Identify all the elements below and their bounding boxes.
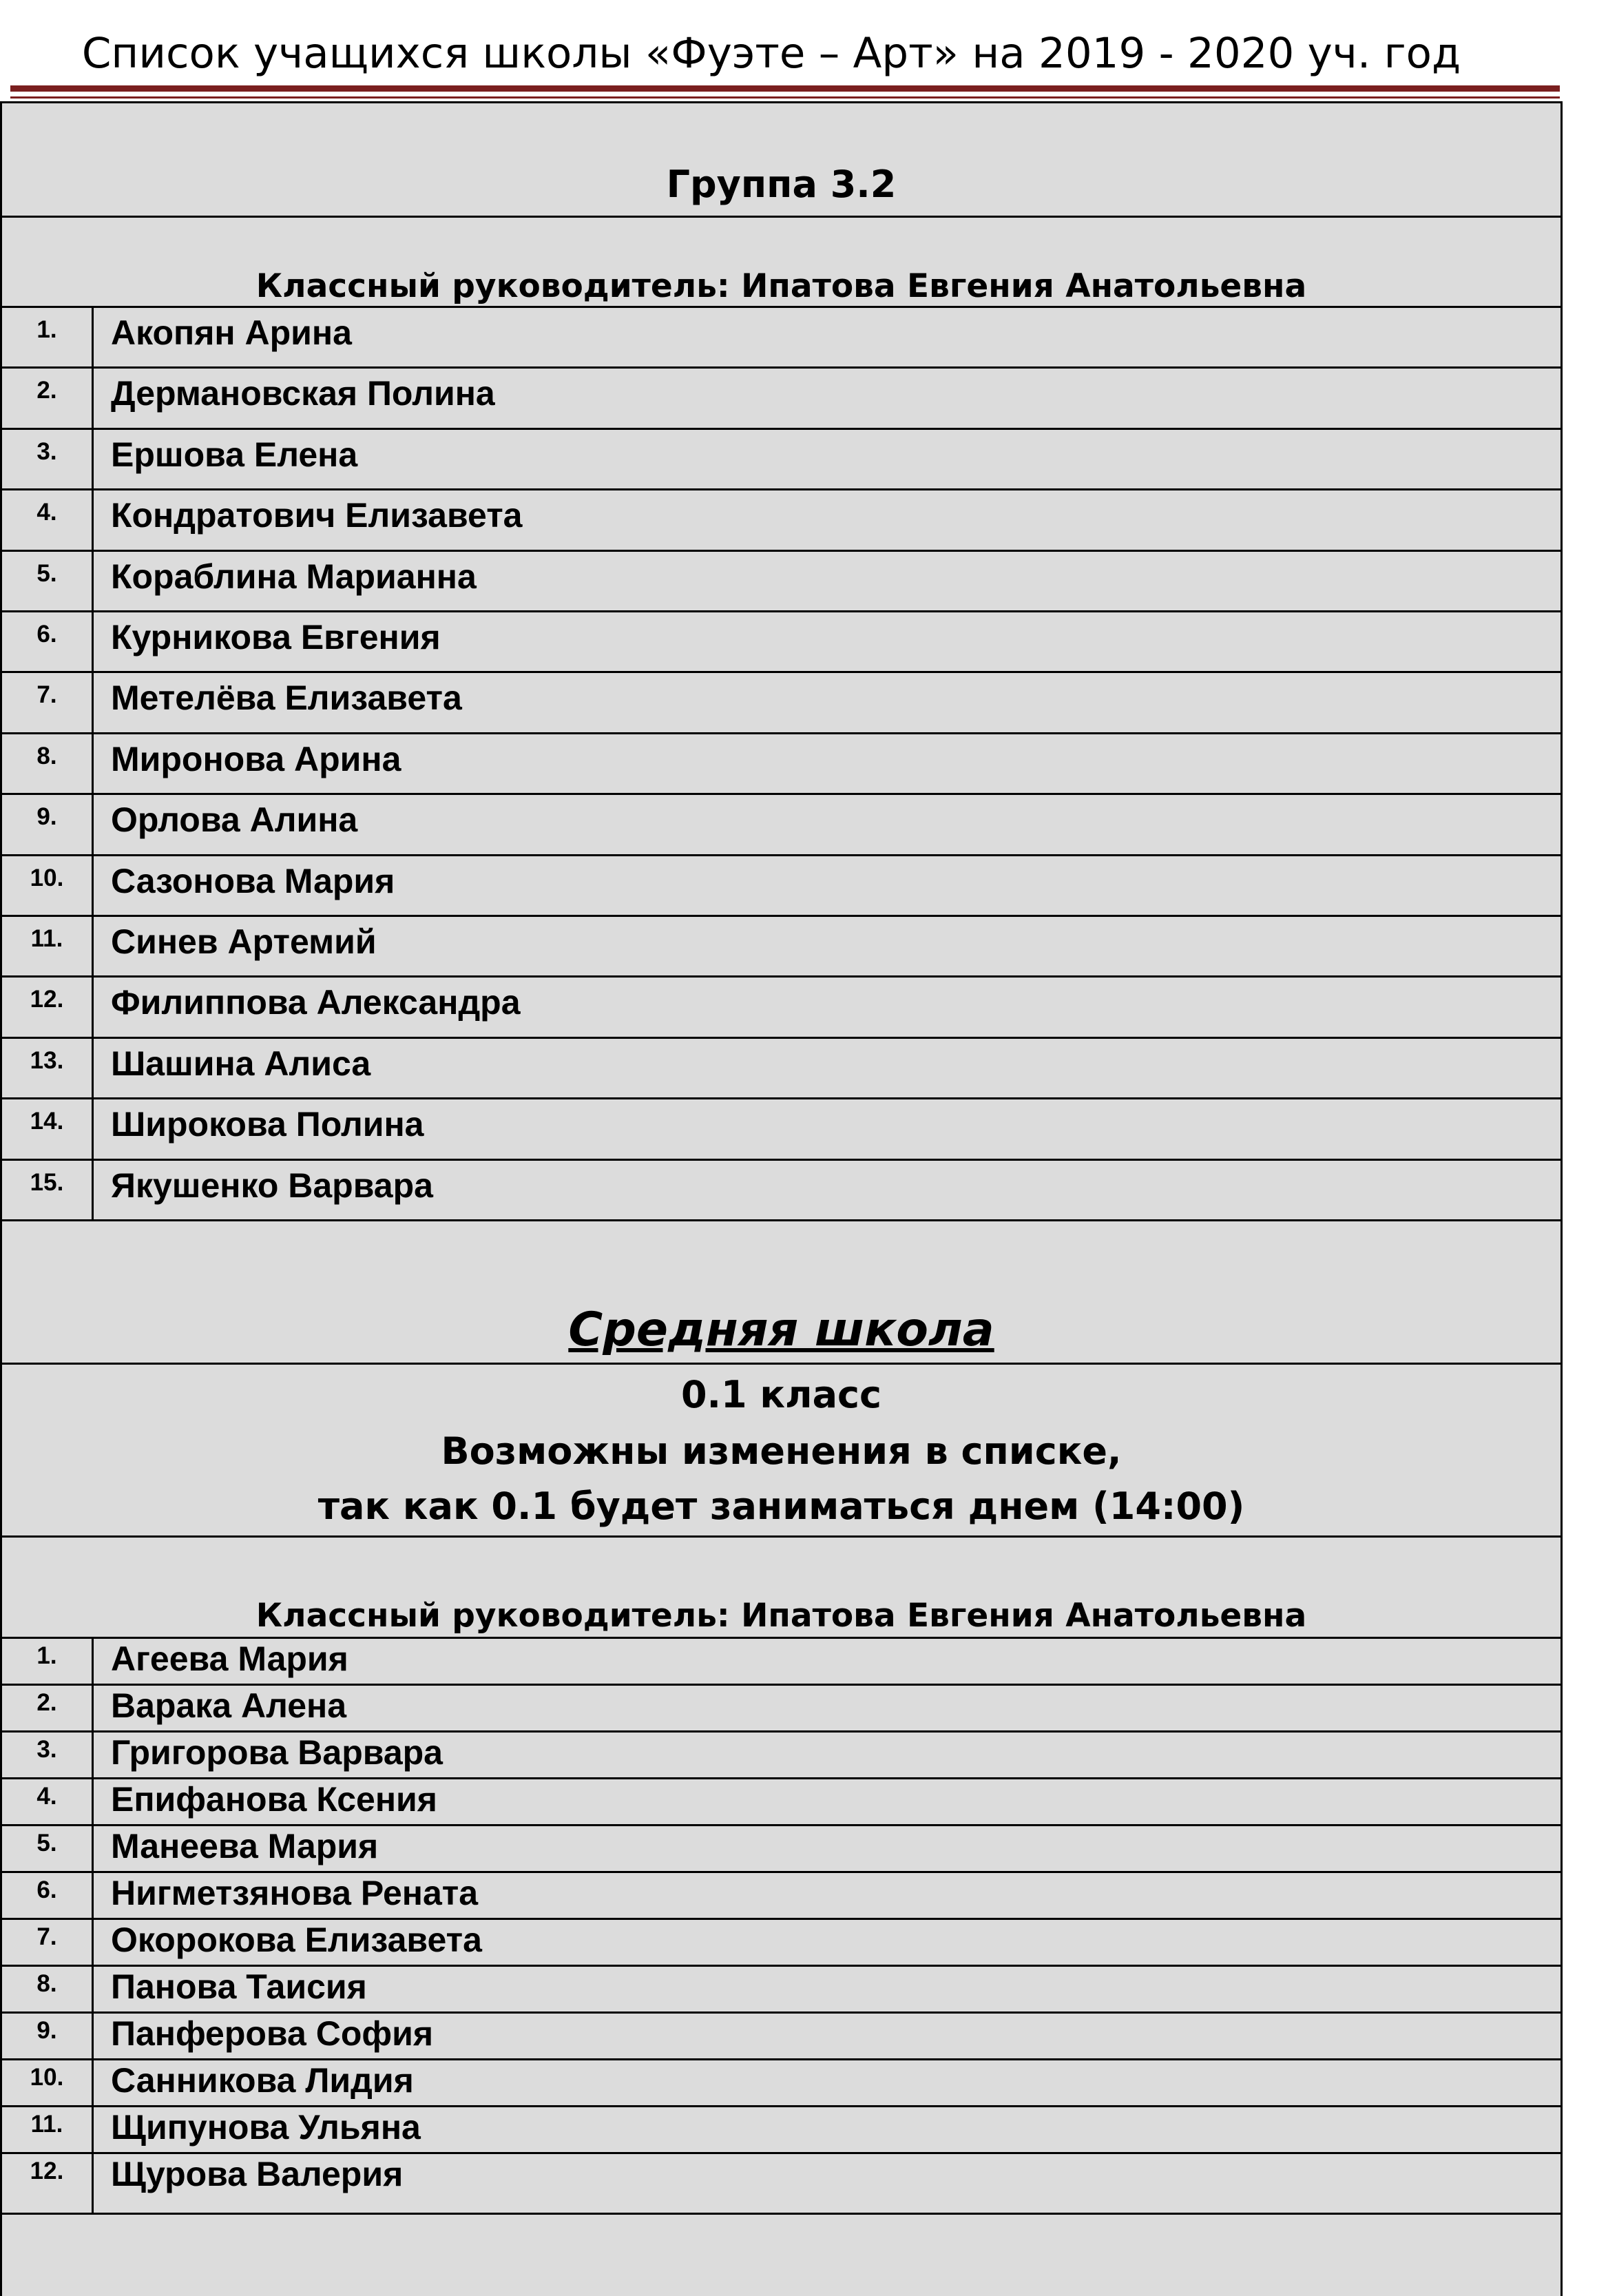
student-name: Шашина Алиса — [111, 1044, 371, 1083]
student-row — [2, 1826, 1561, 1873]
student-row — [2, 978, 1561, 1038]
student-row — [2, 490, 1561, 551]
student-number: 7. — [2, 1920, 94, 1965]
student-number: 9. — [2, 795, 94, 854]
student-number: 2. — [2, 1686, 94, 1730]
student-name: Ершова Елена — [111, 435, 358, 474]
group-title-row — [2, 103, 1561, 218]
student-number: 2. — [2, 369, 94, 427]
student-name: Епифанова Ксения — [111, 1780, 437, 1819]
student-name: Якушенко Варвара — [111, 1166, 433, 1205]
title-rule-thick — [10, 85, 1560, 92]
student-number: 5. — [2, 552, 94, 610]
student-row — [2, 1099, 1561, 1160]
middle-school-title: Средняя школа — [568, 1303, 994, 1357]
class-teacher: Классный руководитель: Ипатова Евгения Анатольевна — [255, 1597, 1307, 1635]
student-name: Акопян Арина — [111, 313, 352, 352]
student-number: 6. — [2, 1873, 94, 1918]
student-name: Варака Алена — [111, 1686, 347, 1725]
middle-school-row — [2, 1221, 1561, 1365]
student-name: Кондратович Елизавета — [111, 496, 523, 535]
student-number: 14. — [2, 1099, 94, 1158]
class-note-line2: так как 0.1 будет заниматься днем (14:00) — [317, 1485, 1245, 1528]
student-row — [2, 1639, 1561, 1686]
student-name: Санникова Лидия — [111, 2061, 414, 2100]
student-number: 13. — [2, 1039, 94, 1097]
student-row — [2, 673, 1561, 734]
student-name: Панова Таисия — [111, 1967, 367, 2006]
student-row — [2, 430, 1561, 490]
student-row — [2, 734, 1561, 795]
student-name: Нигметзянова Рената — [111, 1874, 479, 1912]
student-number: 12. — [2, 2154, 94, 2213]
title-rule-thin — [10, 96, 1560, 99]
student-row — [2, 308, 1561, 369]
student-name: Синев Артемий — [111, 922, 377, 961]
class-note-line1: Возможны изменения в списке, — [441, 1429, 1122, 1473]
student-name: Метелёва Елизавета — [111, 679, 462, 718]
student-list-table — [0, 101, 1563, 2296]
student-row — [2, 2060, 1561, 2107]
student-number: 4. — [2, 490, 94, 549]
student-number: 4. — [2, 1779, 94, 1824]
student-name: Филиппова Александра — [111, 983, 521, 1022]
student-row — [2, 856, 1561, 917]
document-title: Список учащихся школы «Фуэте – Арт» на 2019 - 2020 уч. год — [81, 29, 1461, 78]
student-row — [2, 2154, 1561, 2215]
student-number: 10. — [2, 2060, 94, 2105]
student-row — [2, 612, 1561, 673]
student-number: 9. — [2, 2014, 94, 2058]
student-number: 12. — [2, 978, 94, 1036]
student-name: Сазонова Мария — [111, 861, 395, 900]
student-name: Широкова Полина — [111, 1105, 424, 1144]
student-row — [2, 2107, 1561, 2154]
student-name: Панферова София — [111, 2014, 434, 2053]
student-name: Манеева Мария — [111, 1827, 379, 1865]
student-number: 3. — [2, 1733, 94, 1777]
student-name: Миронова Арина — [111, 739, 401, 778]
class-title: 0.1 класс — [680, 1373, 882, 1416]
student-name: Щурова Валерия — [111, 2155, 404, 2193]
class-teacher-row — [2, 1538, 1561, 1639]
student-row — [2, 1920, 1561, 1967]
student-name: Курникова Евгения — [111, 618, 441, 656]
student-number: 15. — [2, 1161, 94, 1219]
student-name: Окорокова Елизавета — [111, 1921, 482, 1959]
class-info-row — [2, 1365, 1561, 1538]
student-name: Орлова Алина — [111, 800, 358, 840]
student-name: Кораблина Марианна — [111, 557, 477, 596]
student-row — [2, 1873, 1561, 1920]
student-number: 8. — [2, 734, 94, 793]
student-row — [2, 795, 1561, 856]
student-row — [2, 1733, 1561, 1779]
student-name: Григорова Варвара — [111, 1733, 443, 1772]
student-number: 11. — [2, 2107, 94, 2152]
student-number: 6. — [2, 612, 94, 671]
student-row — [2, 369, 1561, 429]
student-name: Агеева Мария — [111, 1640, 348, 1678]
student-row — [2, 1779, 1561, 1826]
student-name: Дермановская Полина — [111, 374, 495, 413]
student-row — [2, 1039, 1561, 1099]
group-teacher: Классный руководитель: Ипатова Евгения Анатольевна — [255, 267, 1307, 305]
student-number: 7. — [2, 673, 94, 732]
student-number: 11. — [2, 917, 94, 975]
student-row — [2, 552, 1561, 612]
student-row — [2, 1686, 1561, 1733]
group-title: Группа 3.2 — [666, 163, 897, 206]
group-teacher-row — [2, 218, 1561, 308]
student-number: 8. — [2, 1967, 94, 2011]
student-row — [2, 1967, 1561, 2014]
student-name: Щипунова Ульяна — [111, 2108, 421, 2147]
student-number: 10. — [2, 856, 94, 915]
student-number: 1. — [2, 308, 94, 366]
student-row — [2, 1161, 1561, 1221]
student-number: 1. — [2, 1639, 94, 1684]
student-row — [2, 917, 1561, 978]
student-number: 3. — [2, 430, 94, 488]
student-number: 5. — [2, 1826, 94, 1871]
student-row — [2, 2014, 1561, 2060]
